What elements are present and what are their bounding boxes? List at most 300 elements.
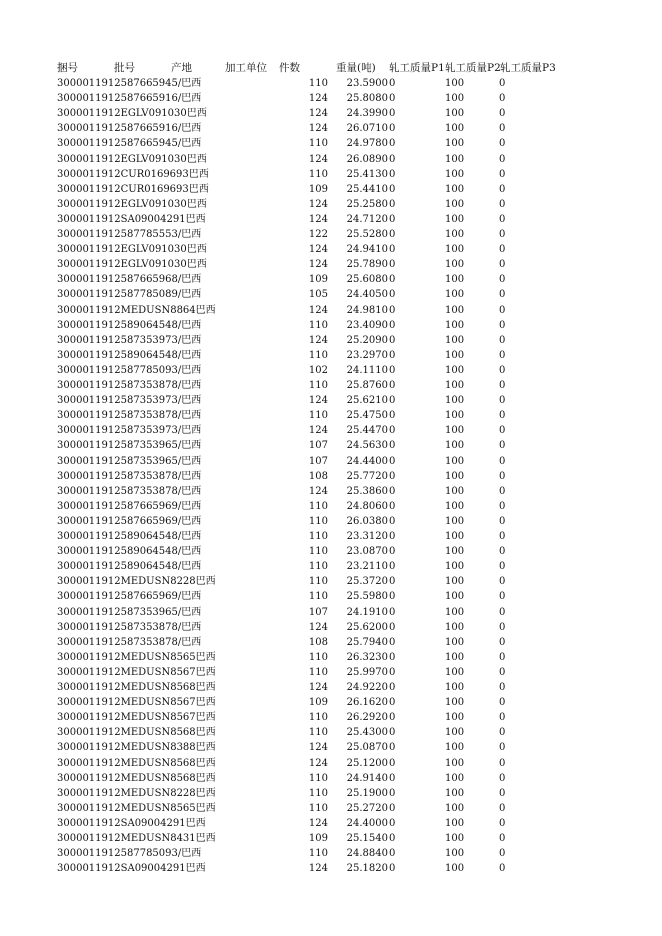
quality-p2-cell: 100 xyxy=(445,123,465,135)
table-row xyxy=(0,801,662,816)
weight-cell: 25.7890 xyxy=(346,259,388,271)
quality-p1-cell: 0 xyxy=(389,772,396,784)
table-row xyxy=(0,152,662,167)
weight-cell: 24.9140 xyxy=(346,772,388,784)
weight-cell: 24.8060 xyxy=(346,500,388,512)
quality-p1-cell: 0 xyxy=(389,138,396,150)
quality-p1-cell: 0 xyxy=(389,546,396,558)
weight-cell: 24.5630 xyxy=(346,440,388,452)
bundle-batch-origin-cell: 3000011912589064548/巴西 xyxy=(57,531,202,542)
table-row xyxy=(0,106,662,121)
quality-p1-cell: 0 xyxy=(389,410,396,422)
piece-count-cell: 124 xyxy=(308,817,328,829)
quality-p2-cell: 100 xyxy=(445,727,465,739)
table-row xyxy=(0,499,662,514)
quality-p2-cell: 100 xyxy=(445,440,465,452)
piece-count-cell: 124 xyxy=(308,621,328,633)
table-row xyxy=(0,484,662,499)
quality-p2-cell: 100 xyxy=(445,636,465,648)
quality-p1-cell: 0 xyxy=(389,848,396,860)
bundle-batch-origin-cell: 3000011912587665969/巴西 xyxy=(57,591,202,603)
bundle-batch-origin-cell: 3000011912MEDUSN8565巴西 xyxy=(57,651,216,663)
piece-count-cell: 110 xyxy=(308,410,328,422)
table-row xyxy=(0,635,662,650)
bundle-batch-origin-cell: 3000011912589064548/巴西 xyxy=(57,349,202,361)
bundle-batch-origin-cell: 3000011912587665916/巴西 xyxy=(57,93,202,105)
quality-p1-cell: 0 xyxy=(389,319,396,331)
quality-p2-cell: 100 xyxy=(445,515,465,527)
table-row xyxy=(0,559,662,574)
quality-p1-cell: 0 xyxy=(389,742,396,754)
piece-count-cell: 110 xyxy=(308,78,328,89)
table-row xyxy=(0,272,662,287)
weight-cell: 25.4750 xyxy=(346,410,388,422)
quality-p1-cell: 0 xyxy=(389,455,396,467)
quality-p3-cell: 0 xyxy=(499,863,506,875)
quality-p2-cell: 100 xyxy=(445,153,465,165)
bundle-batch-origin-cell: 3000011912587353878/巴西 xyxy=(57,470,202,482)
bundle-batch-origin-cell: 3000011912CUR0169693巴西 xyxy=(57,168,209,180)
piece-count-cell: 110 xyxy=(308,802,328,814)
bundle-batch-origin-cell: 3000011912587665916/巴西 xyxy=(57,123,202,135)
quality-p3-cell: 0 xyxy=(499,108,506,120)
weight-cell: 23.0870 xyxy=(346,546,388,558)
quality-p1-cell: 0 xyxy=(389,651,396,663)
quality-p3-cell: 0 xyxy=(499,78,506,89)
bundle-batch-origin-cell: 3000011912SA09004291巴西 xyxy=(57,817,206,829)
piece-count-cell: 110 xyxy=(308,515,328,527)
quality-p2-cell: 100 xyxy=(445,500,465,512)
piece-count-cell: 110 xyxy=(308,576,328,588)
bundle-batch-origin-cell: 3000011912MEDUSN8568巴西 xyxy=(57,682,216,693)
quality-p2-cell: 100 xyxy=(445,229,465,240)
piece-count-cell: 124 xyxy=(308,153,328,165)
piece-count-cell: 109 xyxy=(308,274,328,286)
quality-p1-cell: 0 xyxy=(389,213,396,225)
table-row xyxy=(0,363,662,378)
quality-p2-cell: 100 xyxy=(445,259,465,271)
header-weight: 重量(吨) xyxy=(336,62,376,74)
weight-cell: 24.1910 xyxy=(346,606,388,618)
bundle-batch-origin-cell: 3000011912587785093/巴西 xyxy=(57,364,202,376)
weight-cell: 24.1110 xyxy=(346,364,388,376)
quality-p2-cell: 100 xyxy=(445,666,465,678)
quality-p3-cell: 0 xyxy=(499,606,506,618)
bundle-batch-origin-cell: 3000011912589064548/巴西 xyxy=(57,546,202,558)
weight-cell: 26.3230 xyxy=(346,651,388,663)
piece-count-cell: 110 xyxy=(308,727,328,739)
bundle-batch-origin-cell: 3000011912587785089/巴西 xyxy=(57,289,202,301)
table-row xyxy=(0,318,662,333)
bundle-batch-origin-cell: 3000011912587353973/巴西 xyxy=(57,425,202,437)
weight-cell: 24.9810 xyxy=(346,304,388,316)
quality-p1-cell: 0 xyxy=(389,229,396,240)
piece-count-cell: 110 xyxy=(308,772,328,784)
quality-p1-cell: 0 xyxy=(389,636,396,648)
bundle-batch-origin-cell: 3000011912587353965/巴西 xyxy=(57,455,202,467)
piece-count-cell: 124 xyxy=(308,93,328,105)
weight-cell: 26.0380 xyxy=(346,515,388,527)
piece-count-cell: 110 xyxy=(308,651,328,663)
quality-p1-cell: 0 xyxy=(389,334,396,346)
quality-p2-cell: 100 xyxy=(445,304,465,316)
weight-cell: 25.4300 xyxy=(346,727,388,739)
bundle-batch-origin-cell: 3000011912587353878/巴西 xyxy=(57,621,202,633)
quality-p2-cell: 100 xyxy=(445,682,465,693)
table-row xyxy=(0,605,662,620)
bundle-batch-origin-cell: 3000011912SA09004291巴西 xyxy=(57,213,206,225)
quality-p1-cell: 0 xyxy=(389,727,396,739)
quality-p3-cell: 0 xyxy=(499,425,506,437)
quality-p3-cell: 0 xyxy=(499,772,506,784)
quality-p3-cell: 0 xyxy=(499,319,506,331)
piece-count-cell: 110 xyxy=(308,787,328,799)
bundle-batch-origin-cell: 3000011912MEDUSN8431巴西 xyxy=(57,833,216,844)
piece-count-cell: 110 xyxy=(308,848,328,860)
piece-count-cell: 107 xyxy=(308,440,328,452)
quality-p1-cell: 0 xyxy=(389,425,396,437)
weight-cell: 25.8080 xyxy=(346,93,388,105)
piece-count-cell: 110 xyxy=(308,500,328,512)
quality-p3-cell: 0 xyxy=(499,591,506,603)
bundle-batch-origin-cell: 3000011912587665968/巴西 xyxy=(57,274,202,286)
quality-p2-cell: 100 xyxy=(445,274,465,286)
table-row xyxy=(0,620,662,635)
quality-p1-cell: 0 xyxy=(389,440,396,452)
quality-p3-cell: 0 xyxy=(499,500,506,512)
quality-p2-cell: 100 xyxy=(445,591,465,603)
quality-p2-cell: 100 xyxy=(445,576,465,588)
weight-cell: 25.4410 xyxy=(346,183,388,195)
quality-p3-cell: 0 xyxy=(499,757,506,769)
quality-p2-cell: 100 xyxy=(445,244,465,256)
piece-count-cell: 102 xyxy=(308,364,328,376)
weight-cell: 25.6200 xyxy=(346,621,388,633)
quality-p3-cell: 0 xyxy=(499,515,506,527)
quality-p1-cell: 0 xyxy=(389,259,396,271)
piece-count-cell: 124 xyxy=(308,682,328,693)
quality-p1-cell: 0 xyxy=(389,289,396,301)
quality-p1-cell: 0 xyxy=(389,123,396,135)
weight-cell: 24.4400 xyxy=(346,455,388,467)
quality-p2-cell: 100 xyxy=(445,621,465,633)
bundle-batch-origin-cell: 3000011912587665945/巴西 xyxy=(57,138,202,150)
quality-p3-cell: 0 xyxy=(499,576,506,588)
weight-cell: 25.1200 xyxy=(346,757,388,769)
header-origin: 产地 xyxy=(171,62,192,74)
header-bundle-number: 捆号 xyxy=(57,62,78,74)
quality-p1-cell: 0 xyxy=(389,485,396,497)
piece-count-cell: 124 xyxy=(308,485,328,497)
table-row xyxy=(0,423,662,438)
quality-p2-cell: 100 xyxy=(445,470,465,482)
quality-p3-cell: 0 xyxy=(499,380,506,391)
table-row xyxy=(0,348,662,363)
quality-p3-cell: 0 xyxy=(499,712,506,724)
table-row xyxy=(0,665,662,680)
table-row xyxy=(0,846,662,861)
piece-count-cell: 122 xyxy=(308,229,328,240)
table-row xyxy=(0,91,662,106)
table-row xyxy=(0,544,662,559)
quality-p1-cell: 0 xyxy=(389,78,396,89)
piece-count-cell: 110 xyxy=(308,712,328,724)
quality-p1-cell: 0 xyxy=(389,561,396,573)
quality-p2-cell: 100 xyxy=(445,485,465,497)
quality-p2-cell: 100 xyxy=(445,138,465,150)
header-quality-p3: 轧工质量P3 xyxy=(500,62,556,74)
weight-cell: 23.4090 xyxy=(346,319,388,331)
quality-p2-cell: 100 xyxy=(445,108,465,120)
weight-cell: 25.2090 xyxy=(346,334,388,346)
weight-cell: 24.9220 xyxy=(346,682,388,693)
quality-p1-cell: 0 xyxy=(389,364,396,376)
quality-p3-cell: 0 xyxy=(499,682,506,693)
quality-p3-cell: 0 xyxy=(499,198,506,210)
piece-count-cell: 110 xyxy=(308,591,328,603)
piece-count-cell: 124 xyxy=(308,334,328,346)
quality-p3-cell: 0 xyxy=(499,621,506,633)
weight-cell: 26.2920 xyxy=(346,712,388,724)
quality-p3-cell: 0 xyxy=(499,817,506,829)
bundle-batch-origin-cell: 3000011912MEDUSN8567巴西 xyxy=(57,712,216,724)
table-row xyxy=(0,378,662,393)
quality-p2-cell: 100 xyxy=(445,817,465,829)
weight-cell: 23.2110 xyxy=(346,561,388,573)
bundle-batch-origin-cell: 3000011912587353973/巴西 xyxy=(57,395,202,407)
quality-p1-cell: 0 xyxy=(389,606,396,618)
header-processing-unit: 加工单位 xyxy=(225,62,267,74)
piece-count-cell: 124 xyxy=(308,123,328,135)
quality-p1-cell: 0 xyxy=(389,198,396,210)
quality-p3-cell: 0 xyxy=(499,304,506,316)
quality-p2-cell: 100 xyxy=(445,319,465,331)
quality-p3-cell: 0 xyxy=(499,742,506,754)
piece-count-cell: 124 xyxy=(308,395,328,407)
quality-p2-cell: 100 xyxy=(445,772,465,784)
quality-p3-cell: 0 xyxy=(499,802,506,814)
quality-p1-cell: 0 xyxy=(389,244,396,256)
quality-p3-cell: 0 xyxy=(499,455,506,467)
bundle-batch-origin-cell: 3000011912EGLV091030巴西 xyxy=(57,108,207,120)
table-row xyxy=(0,740,662,755)
quality-p1-cell: 0 xyxy=(389,576,396,588)
quality-p1-cell: 0 xyxy=(389,395,396,407)
piece-count-cell: 124 xyxy=(308,244,328,256)
quality-p2-cell: 100 xyxy=(445,168,465,180)
quality-p2-cell: 100 xyxy=(445,380,465,391)
bundle-batch-origin-cell: 3000011912587785093/巴西 xyxy=(57,848,202,860)
table-row xyxy=(0,831,662,846)
table-row xyxy=(0,227,662,242)
table-row xyxy=(0,393,662,408)
piece-count-cell: 124 xyxy=(308,757,328,769)
quality-p3-cell: 0 xyxy=(499,213,506,225)
table-row xyxy=(0,438,662,453)
quality-p3-cell: 0 xyxy=(499,123,506,135)
quality-p3-cell: 0 xyxy=(499,787,506,799)
weight-cell: 23.2970 xyxy=(346,349,388,361)
weight-cell: 25.0870 xyxy=(346,742,388,754)
quality-p1-cell: 0 xyxy=(389,515,396,527)
quality-p2-cell: 100 xyxy=(445,334,465,346)
quality-p2-cell: 100 xyxy=(445,561,465,573)
quality-p3-cell: 0 xyxy=(499,259,506,271)
weight-cell: 24.4000 xyxy=(346,817,388,829)
table-row xyxy=(0,695,662,710)
piece-count-cell: 109 xyxy=(308,833,328,844)
bundle-batch-origin-cell: 3000011912MEDUSN8388巴西 xyxy=(57,742,216,754)
weight-cell: 25.4470 xyxy=(346,425,388,437)
quality-p2-cell: 100 xyxy=(445,93,465,105)
quality-p2-cell: 100 xyxy=(445,863,465,875)
piece-count-cell: 109 xyxy=(308,697,328,709)
quality-p3-cell: 0 xyxy=(499,727,506,739)
bundle-batch-origin-cell: 3000011912MEDUSN8568巴西 xyxy=(57,772,216,784)
weight-cell: 25.7720 xyxy=(346,470,388,482)
table-row xyxy=(0,136,662,151)
quality-p1-cell: 0 xyxy=(389,621,396,633)
table-row xyxy=(0,408,662,423)
bundle-batch-origin-cell: 3000011912MEDUSN8567巴西 xyxy=(57,666,216,678)
weight-cell: 25.6080 xyxy=(346,274,388,286)
quality-p1-cell: 0 xyxy=(389,183,396,195)
bundle-batch-origin-cell: 3000011912MEDUSN8568巴西 xyxy=(57,757,216,769)
weight-cell: 25.1540 xyxy=(346,833,388,844)
quality-p1-cell: 0 xyxy=(389,787,396,799)
bundle-batch-origin-cell: 3000011912587353878/巴西 xyxy=(57,485,202,497)
quality-p1-cell: 0 xyxy=(389,500,396,512)
table-row xyxy=(0,725,662,740)
quality-p2-cell: 100 xyxy=(445,531,465,542)
weight-cell: 25.7940 xyxy=(346,636,388,648)
quality-p2-cell: 100 xyxy=(445,183,465,195)
quality-p1-cell: 0 xyxy=(389,531,396,542)
weight-cell: 26.0890 xyxy=(346,153,388,165)
quality-p3-cell: 0 xyxy=(499,229,506,240)
bundle-batch-origin-cell: 3000011912MEDUSN8864巴西 xyxy=(57,304,216,316)
weight-cell: 25.3720 xyxy=(346,576,388,588)
bundle-batch-origin-cell: 3000011912587665969/巴西 xyxy=(57,500,202,512)
bundle-batch-origin-cell: 3000011912587353878/巴西 xyxy=(57,410,202,422)
quality-p3-cell: 0 xyxy=(499,848,506,860)
bundle-batch-origin-cell: 3000011912587665969/巴西 xyxy=(57,515,202,527)
table-row xyxy=(0,574,662,589)
quality-p1-cell: 0 xyxy=(389,93,396,105)
piece-count-cell: 107 xyxy=(308,455,328,467)
bundle-batch-origin-cell: 3000011912SA09004291巴西 xyxy=(57,863,206,875)
quality-p3-cell: 0 xyxy=(499,561,506,573)
header-quality-p2: 轧工质量P2 xyxy=(445,62,501,74)
quality-p3-cell: 0 xyxy=(499,334,506,346)
bundle-batch-origin-cell: 3000011912MEDUSN8567巴西 xyxy=(57,697,216,709)
bundle-batch-origin-cell: 3000011912587353965/巴西 xyxy=(57,440,202,452)
weight-cell: 25.2720 xyxy=(346,802,388,814)
quality-p3-cell: 0 xyxy=(499,168,506,180)
quality-p3-cell: 0 xyxy=(499,666,506,678)
weight-cell: 24.8840 xyxy=(346,848,388,860)
quality-p3-cell: 0 xyxy=(499,183,506,195)
quality-p3-cell: 0 xyxy=(499,531,506,542)
piece-count-cell: 108 xyxy=(308,470,328,482)
quality-p2-cell: 100 xyxy=(445,712,465,724)
weight-cell: 23.3120 xyxy=(346,531,388,542)
weight-cell: 24.9780 xyxy=(346,138,388,150)
quality-p2-cell: 100 xyxy=(445,198,465,210)
table-row xyxy=(0,287,662,302)
header-row xyxy=(0,61,662,76)
quality-p1-cell: 0 xyxy=(389,274,396,286)
table-row xyxy=(0,242,662,257)
bundle-batch-origin-cell: 3000011912587785553/巴西 xyxy=(57,229,202,240)
quality-p3-cell: 0 xyxy=(499,93,506,105)
bundle-batch-origin-cell: 3000011912EGLV091030巴西 xyxy=(57,259,207,271)
bundle-batch-origin-cell: 3000011912MEDUSN8228巴西 xyxy=(57,787,216,799)
weight-cell: 26.1620 xyxy=(346,697,388,709)
weight-cell: 25.2580 xyxy=(346,198,388,210)
quality-p2-cell: 100 xyxy=(445,78,465,89)
quality-p1-cell: 0 xyxy=(389,349,396,361)
piece-count-cell: 124 xyxy=(308,213,328,225)
table-row xyxy=(0,514,662,529)
piece-count-cell: 110 xyxy=(308,319,328,331)
quality-p3-cell: 0 xyxy=(499,244,506,256)
piece-count-cell: 110 xyxy=(308,349,328,361)
piece-count-cell: 110 xyxy=(308,380,328,391)
quality-p2-cell: 100 xyxy=(445,289,465,301)
quality-p2-cell: 100 xyxy=(445,606,465,618)
piece-count-cell: 107 xyxy=(308,606,328,618)
quality-p3-cell: 0 xyxy=(499,410,506,422)
quality-p2-cell: 100 xyxy=(445,757,465,769)
bundle-batch-origin-cell: 3000011912MEDUSN8228巴西 xyxy=(57,576,216,588)
weight-cell: 23.5900 xyxy=(346,78,388,89)
quality-p3-cell: 0 xyxy=(499,470,506,482)
weight-cell: 25.9970 xyxy=(346,666,388,678)
bundle-batch-origin-cell: 3000011912587353878/巴西 xyxy=(57,380,202,391)
bundle-batch-origin-cell: 3000011912EGLV091030巴西 xyxy=(57,198,207,210)
header-piece-count: 件数 xyxy=(279,62,300,74)
quality-p1-cell: 0 xyxy=(389,712,396,724)
quality-p1-cell: 0 xyxy=(389,697,396,709)
quality-p3-cell: 0 xyxy=(499,440,506,452)
weight-cell: 25.1900 xyxy=(346,787,388,799)
weight-cell: 25.4130 xyxy=(346,168,388,180)
piece-count-cell: 109 xyxy=(308,183,328,195)
quality-p3-cell: 0 xyxy=(499,349,506,361)
quality-p2-cell: 100 xyxy=(445,349,465,361)
bundle-batch-origin-cell: 3000011912MEDUSN8565巴西 xyxy=(57,802,216,814)
quality-p1-cell: 0 xyxy=(389,757,396,769)
quality-p2-cell: 100 xyxy=(445,395,465,407)
weight-cell: 24.7120 xyxy=(346,213,388,225)
quality-p3-cell: 0 xyxy=(499,546,506,558)
quality-p1-cell: 0 xyxy=(389,380,396,391)
quality-p3-cell: 0 xyxy=(499,697,506,709)
weight-cell: 26.0710 xyxy=(346,123,388,135)
bundle-batch-origin-cell: 3000011912589064548/巴西 xyxy=(57,561,202,573)
quality-p3-cell: 0 xyxy=(499,651,506,663)
piece-count-cell: 124 xyxy=(308,259,328,271)
quality-p3-cell: 0 xyxy=(499,138,506,150)
bundle-batch-origin-cell: 3000011912EGLV091030巴西 xyxy=(57,153,207,165)
bundle-batch-origin-cell: 3000011912CUR0169693巴西 xyxy=(57,183,209,195)
piece-count-cell: 108 xyxy=(308,636,328,648)
weight-cell: 25.6210 xyxy=(346,395,388,407)
piece-count-cell: 110 xyxy=(308,561,328,573)
quality-p2-cell: 100 xyxy=(445,364,465,376)
piece-count-cell: 105 xyxy=(308,289,328,301)
